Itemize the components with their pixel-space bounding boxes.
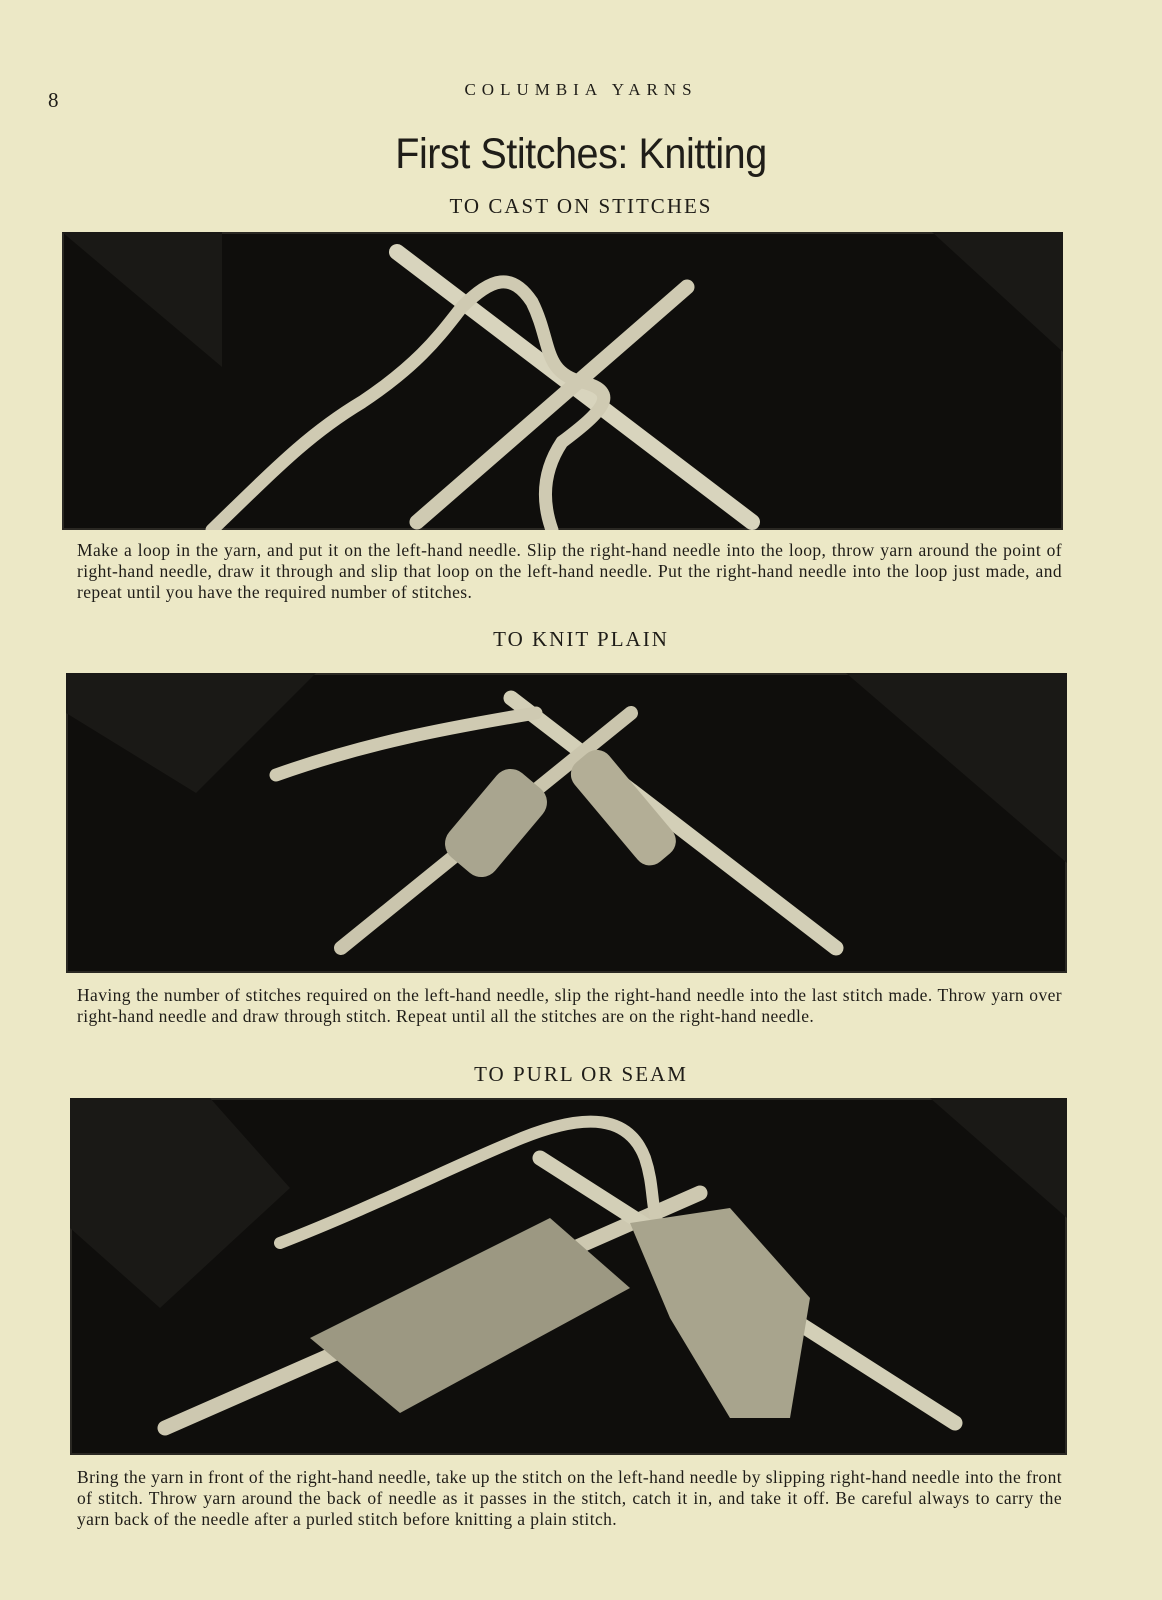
caption-knit-plain: Having the number of stitches required on the left-hand needle, slip the right-hand needle into the last stitch made. Throw yarn over right-hand needle and draw through stitch. Repeat until all the stitches are on the right-hand needle. [77, 985, 1062, 1026]
photo-knit-plain [66, 673, 1067, 973]
photo-cast-on [62, 232, 1063, 530]
section-heading-cast-on: TO CAST ON STITCHES [449, 194, 713, 218]
running-head: COLUMBIA YARNS [464, 80, 698, 99]
photo-purl [70, 1098, 1067, 1455]
section-heading-knit-plain: TO KNIT PLAIN [493, 627, 669, 651]
section-heading-purl: TO PURL OR SEAM [474, 1062, 688, 1086]
purl-illustration [70, 1098, 1067, 1455]
knit-plain-illustration [66, 673, 1067, 973]
caption-cast-on: Make a loop in the yarn, and put it on the left-hand needle. Slip the right-hand needle into the loop, throw yarn around the point of right-hand needle, draw it through and slip that loop on the left-hand needle. Put the right-hand needle into the loop just made, and repeat until you have the required number of stitches. [77, 540, 1062, 602]
page-title: First Stitches: Knitting [395, 130, 767, 178]
page-number: 8 [48, 88, 59, 112]
cast-on-illustration [62, 232, 1063, 530]
caption-purl: Bring the yarn in front of the right-hand needle, take up the stitch on the left-hand needle by slipping right-hand needle into the front of stitch. Throw yarn around the back of needle as it passes in the stitch, catch it in, and take it off. Be careful always to carry the yarn back of the needle after a purled stitch before knitting a plain stitch. [77, 1467, 1062, 1529]
